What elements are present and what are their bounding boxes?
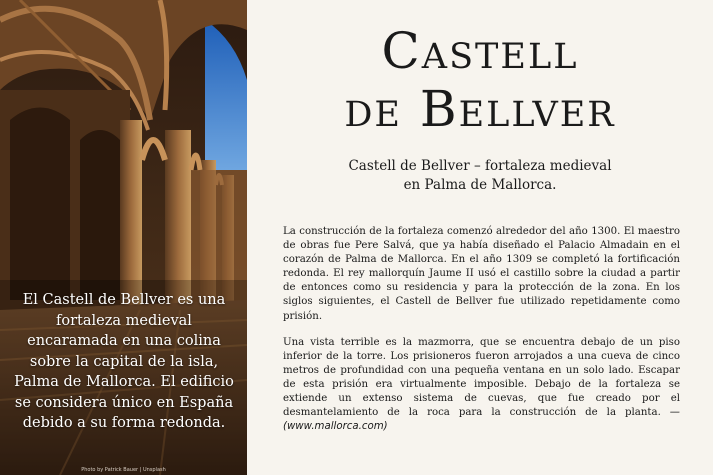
paragraph-history: La construcción de la fortaleza comenzó alrededor del año 1300. El maestro de obras fue Pere Salvá, que ya había diseñado el Palacio Almadain en el corazón de Palma de Mallorca. En el año 1309 se completó la fortificación redonda. El rey mallorquín Jaume II usó el castillo sobre la ciudad a partir de entonces como su residencia y para la protección de la zona. En los siglos siguientes, el Castell de Bellver fue utilizado repetidamente como prisión.	[283, 226, 680, 322]
title-line-2: de Bellver	[344, 80, 616, 138]
subtitle-line-1: Castell de Bellver – fortaleza medieval	[348, 158, 612, 174]
article-body	[283, 225, 680, 446]
title-line-1: Castell	[381, 22, 579, 80]
article-panel	[247, 0, 713, 475]
page-title	[247, 22, 713, 138]
photo-credit: Photo by Patrick Bauer | Unsplash	[81, 467, 166, 473]
photo-caption: El Castell de Bellver es una fortaleza medieval encaramada en una colina sobre la capital de la isla, Palma de Mallorca. El edificio se considera único en España debido a su forma redonda.	[14, 292, 234, 431]
paragraph-dungeon-text: Una vista terrible es la mazmorra, que se encuentra debajo de un piso inferior de la torre. Los prisioneros fueron arrojados a una cueva de cinco metros de profundidad con una pequeña ventana en un solo lado. Escapar de esta prisión era virtualmente imposible. Debajo de la fortaleza se extiende un extenso sistema de cuevas, que fue creado por el desmantelamiento de la roca para la construcción de la planta.	[283, 336, 680, 419]
cloister-photo	[0, 0, 247, 475]
subtitle-line-2: en Palma de Mallorca.	[403, 177, 557, 193]
paragraph-dungeon	[283, 336, 680, 435]
source-citation: —(www.mallorca.com)	[283, 407, 680, 433]
sky	[205, 20, 247, 170]
subtitle	[247, 157, 713, 195]
